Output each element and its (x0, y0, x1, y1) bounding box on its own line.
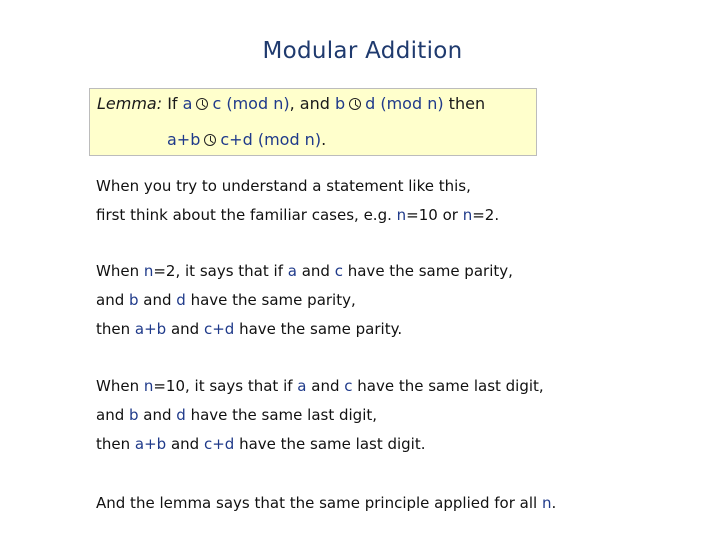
text: and (306, 377, 345, 395)
parity-line-2 (96, 291, 356, 309)
text: And the lemma says that the same principle applied for all (96, 494, 542, 512)
digit-line-3 (96, 435, 426, 453)
a-plus-b: a+b (167, 130, 201, 149)
text: and (166, 320, 204, 338)
congruence-icon (349, 98, 361, 110)
digit-line-2 (96, 406, 377, 424)
lemma-if: If (162, 94, 183, 113)
slide-title: Modular Addition (262, 38, 463, 64)
var-a: a (287, 262, 297, 280)
lemma-period: . (321, 130, 327, 149)
text: have the same last digit, (352, 377, 544, 395)
var-n: n (143, 262, 154, 280)
intro-line-1: When you try to understand a statement like this, (96, 177, 471, 195)
conclusion-line (96, 494, 556, 512)
intro-line-2 (96, 206, 499, 224)
lemma-label: Lemma: (97, 94, 163, 113)
text: then (96, 435, 135, 453)
var-d: d (176, 406, 186, 424)
c-plus-d: c+d (203, 320, 235, 338)
var-c: c (334, 262, 343, 280)
text: and (138, 406, 177, 424)
text: have the same parity. (234, 320, 403, 338)
var-a: a (297, 377, 307, 395)
parity-line-3 (96, 320, 402, 338)
text: =10, it says that if (153, 377, 298, 395)
text: have the same parity, (185, 291, 356, 309)
c-plus-d-mod-n: c+d (mod n) (220, 130, 322, 149)
text: and (296, 262, 335, 280)
text: and (96, 406, 129, 424)
d-mod-n: d (mod n) (365, 94, 444, 113)
lemma-line-2 (167, 130, 326, 149)
lemma-line-1 (97, 94, 485, 113)
text: When (96, 377, 144, 395)
text: have the same parity, (342, 262, 513, 280)
var-a: a (182, 94, 193, 113)
text: and (96, 291, 129, 309)
intro-eq2: =2. (472, 206, 500, 224)
var-n: n (462, 206, 473, 224)
lemma-box (89, 88, 537, 156)
text: . (551, 494, 557, 512)
a-plus-b: a+b (134, 320, 167, 338)
text: and (166, 435, 204, 453)
intro-line-2-text: first think about the familiar cases, e.g. (96, 206, 397, 224)
text: have the same last digit. (234, 435, 426, 453)
text: have the same last digit, (185, 406, 378, 424)
congruence-icon (196, 98, 208, 110)
congruence-icon (204, 134, 216, 146)
var-n: n (143, 377, 154, 395)
text: and (138, 291, 177, 309)
var-b: b (334, 94, 346, 113)
parity-line-1 (96, 262, 513, 280)
intro-eq10: =10 or (406, 206, 463, 224)
var-d: d (176, 291, 186, 309)
digit-line-1 (96, 377, 544, 395)
var-b: b (129, 406, 139, 424)
var-n: n (541, 494, 552, 512)
lemma-then: then (443, 94, 486, 113)
text: then (96, 320, 135, 338)
var-n: n (396, 206, 407, 224)
lemma-comma-and: , and (289, 94, 335, 113)
var-b: b (129, 291, 139, 309)
text: =2, it says that if (153, 262, 288, 280)
a-plus-b: a+b (134, 435, 167, 453)
c-mod-n: c (mod n) (212, 94, 290, 113)
c-plus-d: c+d (203, 435, 235, 453)
text: When (96, 262, 144, 280)
var-c: c (344, 377, 353, 395)
